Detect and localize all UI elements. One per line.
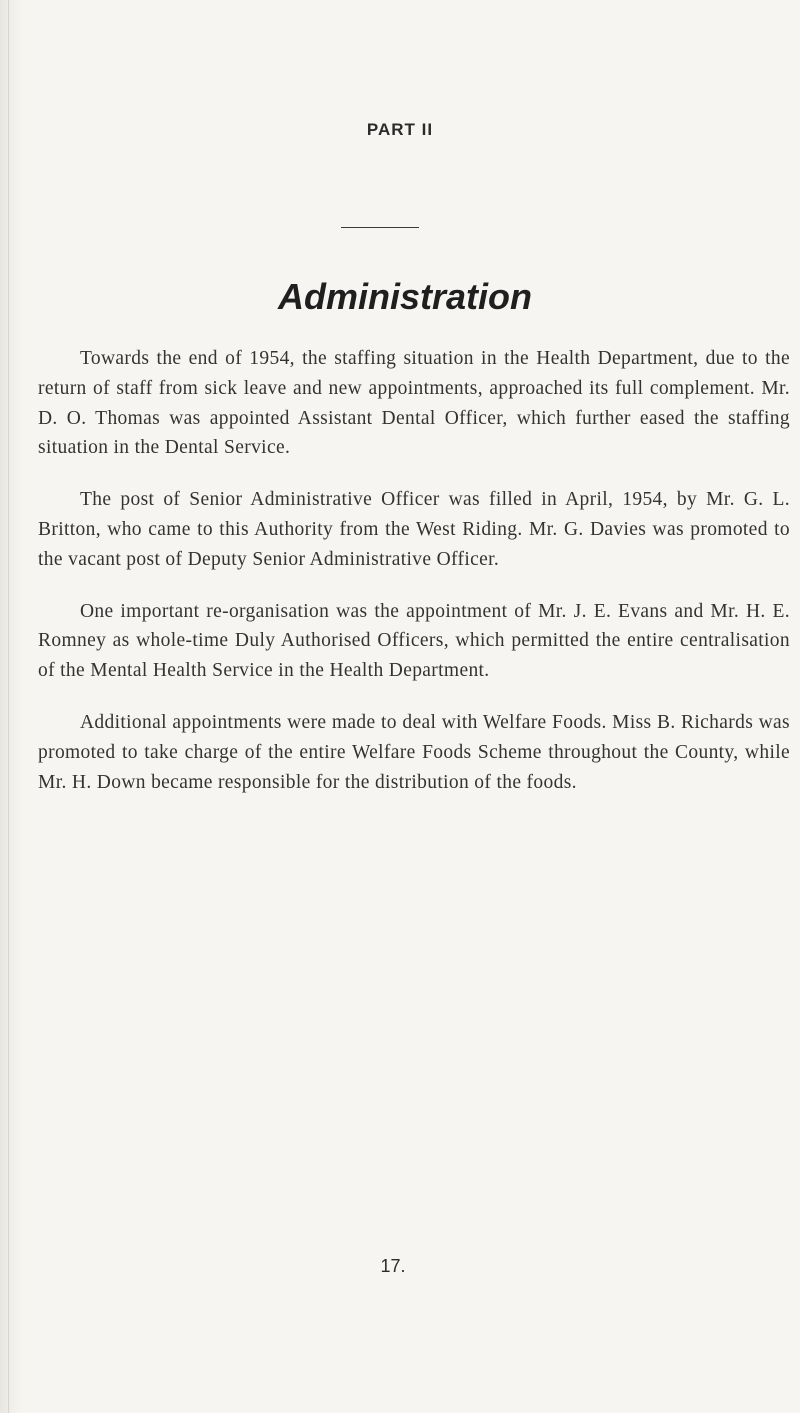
paragraph-welfare-foods: Additional appointments were made to deal with Welfare Foods. Miss B. Richards was promoted to take charge of the entire Welfare Foods Scheme throughout the County, while Mr. H. Down became responsible for the distribution of the foods. xyxy=(38,711,790,793)
part-heading: PART II xyxy=(366,120,434,139)
paragraph-reorganisation: One important re-organisation was the appointment of Mr. J. E. Evans and Mr. H. E. Romney as whole-time Duly Authorised Officers, which permitted the entire centralisation of the Mental Health Service in the Health Department. xyxy=(38,600,790,682)
page-number: 17. xyxy=(380,1256,406,1276)
paragraph-senior-administrative-officer: The post of Senior Administrative Officer was filled in April, 1954, by Mr. G. L. Britton, who came to this Authority from the West Riding. Mr. G. Davies was promoted to the vacant post of Deputy Senior Administrative Officer. xyxy=(38,489,790,570)
page-title: Administration xyxy=(277,276,532,317)
heading-divider xyxy=(341,227,419,228)
scan-edge xyxy=(0,0,22,1413)
paragraph-staffing: Towards the end of 1954, the staffing situation in the Health Department, due to the return of staff from sick leave and new appointments, approached its full complement. Mr. D. O. Thomas was appointed Assistant Dental Officer, which further eased the staffing situation in the Dental Service. xyxy=(38,348,790,459)
body-text xyxy=(38,344,790,819)
scan-line xyxy=(8,0,9,1413)
